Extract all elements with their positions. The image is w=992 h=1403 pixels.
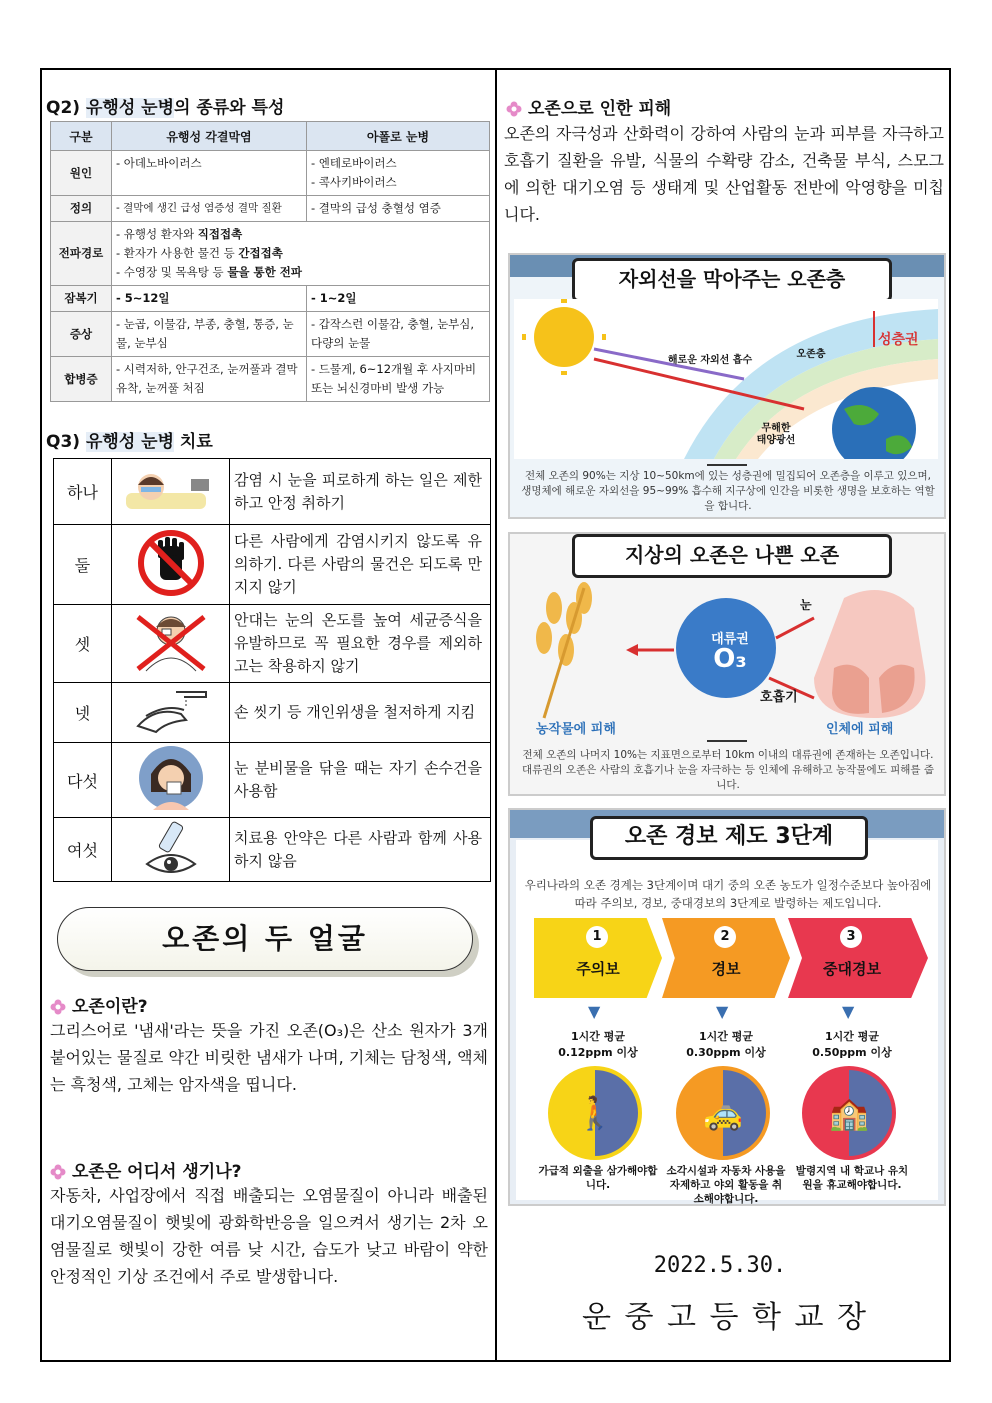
panel-title: 자외선을 막아주는 오존층 xyxy=(572,258,892,302)
table-cell: - 시력저하, 안구건조, 눈꺼풀과 결막 유착, 눈꺼풀 처짐 xyxy=(112,357,307,402)
no-eyepatch-icon xyxy=(112,605,230,683)
stage-level: 0.12ppm 이상 xyxy=(558,1046,638,1059)
stage-action: 가급적 외출을 삼가해야합니다. xyxy=(538,1165,658,1191)
row-number: 여섯 xyxy=(54,818,112,882)
q3-heading-prefix: Q3) xyxy=(46,432,86,452)
signer: 운 중 고 등 학 교 장 xyxy=(581,1300,869,1335)
stage-icon-glyph: 🚕 xyxy=(703,1094,743,1132)
table-row xyxy=(54,743,491,818)
stop-hand-icon xyxy=(112,525,230,605)
panel-caption: 전체 오존의 나머지 10%는 지표면으로부터 10km 이내의 대류권에 존재하는 오존입니다. 대류권의 오존은 사람의 호흡기나 눈을 자극하는 등 인체에 유해하고 농작물에도 피해를 줍니다. xyxy=(521,749,934,791)
table-cell: - 5~12일 xyxy=(112,286,307,312)
stage-average: 1시간 평균 xyxy=(699,1030,753,1043)
cell-line xyxy=(116,225,485,244)
eye-drops-icon xyxy=(112,818,230,882)
row-label: 증상 xyxy=(51,312,112,357)
alert-stage xyxy=(662,918,808,1205)
table-row xyxy=(51,286,490,312)
table-cell: - 갑작스런 이물감, 충혈, 눈부심, 다량의 눈물 xyxy=(307,312,490,357)
o3-label: O₃ xyxy=(713,644,747,674)
table-row xyxy=(51,312,490,357)
caption-rule xyxy=(707,464,747,466)
ozone-layer-diagram xyxy=(514,299,938,459)
table-row xyxy=(54,818,491,882)
row-label: 전파경로 xyxy=(51,222,112,286)
q2-heading xyxy=(46,93,284,118)
heading-text: 오존으로 인한 피해 xyxy=(528,99,672,119)
eye-label: 눈 xyxy=(800,598,812,612)
q2-heading-highlight: 유행성 눈병 xyxy=(85,98,174,118)
q3-heading xyxy=(46,427,213,452)
table-header: 유행성 각결막염 xyxy=(112,122,307,151)
panel-title: 지상의 오존은 나쁜 오존 xyxy=(572,534,892,578)
stage-icon-glyph: 🚶 xyxy=(575,1094,615,1132)
cell-text: - 유행성 환자와 xyxy=(116,227,198,241)
q2-heading-suffix: 의 종류와 특성 xyxy=(174,98,285,118)
q3-heading-suffix: 치료 xyxy=(174,432,213,452)
where-ozone-heading xyxy=(50,1157,242,1182)
stage-average: 1시간 평균 xyxy=(825,1030,879,1043)
table-header: 아폴로 눈병 xyxy=(307,122,490,151)
row-number: 둘 xyxy=(54,525,112,605)
alert-stage xyxy=(788,918,934,1198)
stage-action: 소각시설과 자동차 사용을 자제하고 야외 활동을 취소해야합니다. xyxy=(666,1165,786,1205)
flower-icon xyxy=(50,999,66,1015)
table-cell: - 1~2일 xyxy=(307,286,490,312)
damage-heading xyxy=(506,94,671,119)
row-text: 눈 분비물을 닦을 때는 자기 손수건을 사용함 xyxy=(230,743,491,818)
table-cell: - 눈곱, 이물감, 부종, 충혈, 통증, 눈물, 눈부심 xyxy=(112,312,307,357)
stage-name: 주의보 xyxy=(576,960,620,978)
panel-caption: 전체 오존의 90%는 지상 10~50km에 있는 성층권에 밀집되어 오존층을 이루고 있으며, 생명체에 해로운 자외선을 95~99% 흡수해 지구상에 인간을 비롯한 생명을 보호하는 역할을 합니다. xyxy=(521,470,935,512)
table-cell: - 아데노바이러스 xyxy=(112,151,307,196)
stage-name: 경보 xyxy=(711,960,741,978)
cell-emphasis: 물을 통한 전파 xyxy=(227,265,302,279)
ozone-section-title: 오존의 두 얼굴 xyxy=(57,907,473,971)
row-text: 다른 사람에게 감염시키지 않도록 유의하기. 다른 사람의 물건은 되도록 만지지 않기 xyxy=(230,525,491,605)
human-damage-label: 인체에 피해 xyxy=(826,722,894,737)
stage-level: 0.50ppm 이상 xyxy=(812,1046,892,1059)
q3-heading-highlight: 유행성 눈병 xyxy=(85,432,174,452)
row-text: 치료용 안약은 다른 사람과 함께 사용하지 않음 xyxy=(230,818,491,882)
stage-icon-glyph: 🏫 xyxy=(829,1094,869,1132)
down-arrow-icon: ▼ xyxy=(716,1002,729,1021)
issue-date: 2022.5.30. xyxy=(653,1253,787,1278)
label-harmless: 무해한 xyxy=(761,423,791,434)
cell-text: - 수영장 및 목욕탕 등 xyxy=(116,265,228,279)
row-label: 원인 xyxy=(51,151,112,196)
table-header: 구분 xyxy=(51,122,112,151)
flower-icon xyxy=(506,101,522,117)
stage-number: 3 xyxy=(840,926,862,948)
heading-text: 오존이란? xyxy=(72,997,148,1017)
table-cell xyxy=(307,151,490,196)
cell-emphasis: 간접접촉 xyxy=(238,246,283,260)
car-icon xyxy=(676,1066,770,1160)
table-row xyxy=(51,151,490,196)
where-ozone-text: 자동차, 사업장에서 직접 배출되는 오염물질이 아니라 배출된 대기오염물질이 햇빛에 광화학반응을 일으켜서 생기는 2차 오염물질로 햇빛이 강한 여름 낮 시간, 습도가 낮고 바람이 약한 안정적인 기상 조건에서 주로 발생합니다. xyxy=(50,1186,488,1286)
cell-line: - 엔테로바이러스 xyxy=(311,156,397,170)
table-row xyxy=(54,459,491,525)
row-number: 다섯 xyxy=(54,743,112,818)
cell-line xyxy=(116,244,485,263)
treatment-table xyxy=(53,458,491,882)
label-harmless-sunlight: 태양광선 xyxy=(756,435,796,446)
table-cell xyxy=(112,222,490,286)
row-number: 넷 xyxy=(54,683,112,743)
resting-patient-icon xyxy=(112,459,230,525)
label-ozone-layer: 오존층 xyxy=(796,349,826,360)
row-number: 하나 xyxy=(54,459,112,525)
eye-disease-table xyxy=(50,121,490,402)
caption-rule xyxy=(707,740,747,742)
row-number: 셋 xyxy=(54,605,112,683)
table-row xyxy=(54,605,491,683)
stage-action: 발령지역 내 학교나 유치원을 휴교해야합니다. xyxy=(795,1165,909,1191)
cell-line xyxy=(116,263,485,282)
panel-intro: 우리나라의 오존 경계는 3단계이며 대기 중의 오존 농도가 일정수준보다 높아짐에 따라 주의보, 경보, 중대경보의 3단계로 발령하는 제도입니다. xyxy=(524,878,932,910)
column-divider xyxy=(495,68,497,1362)
row-label: 정의 xyxy=(51,196,112,222)
table-row xyxy=(51,222,490,286)
table-row xyxy=(54,683,491,743)
table-cell: - 드물게, 6~12개월 후 사지마비 또는 뇌신경마비 발생 가능 xyxy=(307,357,490,402)
damage-text: 오존의 자극성과 산화력이 강하여 사람의 눈과 피부를 자극하고 호흡기 질환을 유발, 식물의 수확량 감소, 건축물 부식, 스모그에 의한 대기오염 등 생태계 및 산업활동 전반에 악영향을 미칩니다. xyxy=(504,124,944,224)
stage-number: 2 xyxy=(714,926,736,948)
heading-text: 오존은 어디서 생기나? xyxy=(72,1162,242,1182)
row-label: 합병증 xyxy=(51,357,112,402)
stage-name: 중대경보 xyxy=(823,960,881,978)
q2-heading-prefix: Q2) xyxy=(46,98,86,118)
row-label: 잠복기 xyxy=(51,286,112,312)
label-stratosphere: 성층권 xyxy=(878,332,919,348)
stage-average: 1시간 평균 xyxy=(571,1030,625,1043)
table-cell: - 결막의 급성 충혈성 염증 xyxy=(307,196,490,222)
stage-number: 1 xyxy=(586,926,608,948)
row-text: 안대는 눈의 온도를 높여 세균증식을 유발하므로 꼭 필요한 경우를 제외하고는 착용하지 않기 xyxy=(230,605,491,683)
respiratory-label: 호흡기 xyxy=(760,690,798,705)
what-is-ozone-text: 그리스어로 '냄새'라는 뜻을 가진 오존(O₃)은 산소 원자가 3개 붙어있는 물질로 약간 비릿한 냄새가 나며, 기체는 담청색, 액체는 흑청색, 고체는 암자색을 띱니다. xyxy=(50,1021,488,1094)
row-text: 감염 시 눈을 피로하게 하는 일은 제한하고 안정 취하기 xyxy=(230,459,491,525)
cell-emphasis: 직접접촉 xyxy=(197,227,243,241)
ground-ozone-panel xyxy=(508,532,946,796)
row-text: 손 씻기 등 개인위생을 철저하게 지킴 xyxy=(230,683,491,743)
crop-damage-label: 농작물에 피해 xyxy=(536,722,616,737)
handkerchief-icon xyxy=(112,743,230,818)
table-row xyxy=(54,525,491,605)
alert-stage xyxy=(534,918,680,1198)
school-icon xyxy=(802,1066,896,1160)
stage-level: 0.30ppm 이상 xyxy=(686,1046,766,1059)
troposphere-label: 대류권 xyxy=(711,632,749,647)
ozone-layer-panel xyxy=(508,253,946,519)
table-cell: - 결막에 생긴 급성 염증성 결막 질환 xyxy=(112,196,307,222)
ozone-alert-panel xyxy=(508,808,946,1206)
label-absorb: 해로운 자외선 흡수 xyxy=(667,355,753,366)
flower-icon xyxy=(50,1164,66,1180)
table-row xyxy=(51,357,490,402)
down-arrow-icon: ▼ xyxy=(588,1002,601,1021)
hiker-icon xyxy=(548,1066,642,1160)
down-arrow-icon: ▼ xyxy=(842,1002,855,1021)
what-is-ozone-heading xyxy=(50,992,148,1017)
panel-title: 오존 경보 제도 3단계 xyxy=(590,816,868,860)
cell-line: - 콕사키바이러스 xyxy=(311,175,397,189)
cell-text: - 환자가 사용한 물건 등 xyxy=(116,246,239,260)
hand-washing-icon xyxy=(112,683,230,743)
table-row xyxy=(51,196,490,222)
